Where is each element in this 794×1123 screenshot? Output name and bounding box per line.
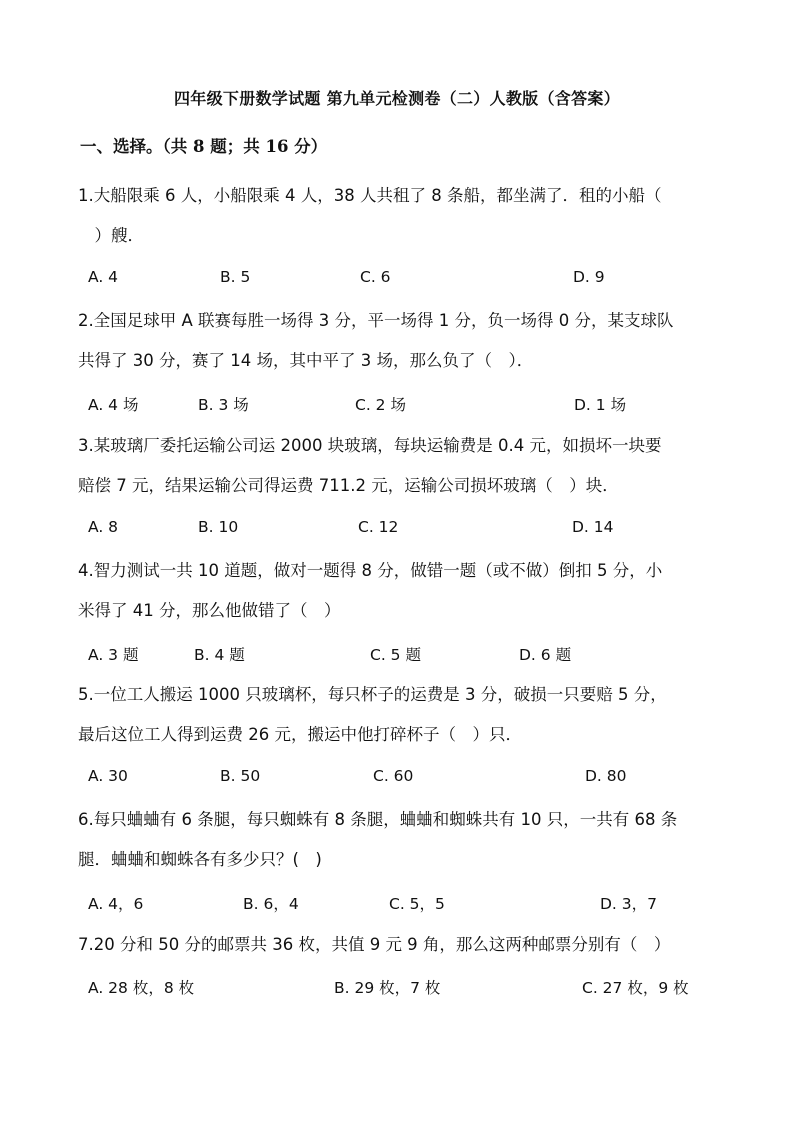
option-d[interactable]: D. 3，7	[600, 895, 658, 913]
section-heading: 一、选择。（共 8 题；共 16 分）	[80, 137, 328, 156]
option-a[interactable]: A. 30	[88, 767, 128, 785]
option-d[interactable]: D. 9	[573, 268, 605, 286]
option-b[interactable]: B. 4 题	[194, 646, 245, 664]
option-a[interactable]: A. 3 题	[88, 646, 139, 664]
options-4	[88, 643, 728, 673]
option-d[interactable]: D. 14	[572, 518, 614, 536]
option-a[interactable]: A. 8	[88, 518, 119, 536]
question-line: 7.20 分和 50 分的邮票共 36 枚，共值 9 元 9 角，那么这两种邮票分别有（ ）	[78, 935, 671, 954]
question-line: 赔偿 7 元，结果运输公司得运费 711.2 元，运输公司损坏玻璃（ ）块．	[78, 476, 619, 495]
options-3	[88, 518, 728, 548]
option-b[interactable]: B. 3 场	[198, 396, 249, 414]
option-b[interactable]: B. 5	[220, 268, 251, 286]
option-b[interactable]: B. 6，4	[243, 895, 299, 913]
question-line: 6.每只蛐蛐有 6 条腿，每只蜘蛛有 8 条腿，蛐蛐和蜘蛛共有 10 只，一共有 68 条	[78, 810, 678, 829]
question-4	[78, 551, 728, 631]
question-2	[78, 301, 728, 381]
question-line: 1.大船限乘 6 人，小船限乘 4 人，38 人共租了 8 条船，都坐满了．租的小船（	[78, 186, 662, 205]
option-b[interactable]: B. 10	[198, 518, 239, 536]
question-line: 米得了 41 分，那么他做错了（ ）	[78, 601, 341, 620]
question-1	[78, 176, 728, 256]
question-line: 5.一位工人搬运 1000 只玻璃杯，每只杯子的运费是 3 分，破损一只要赔 5 分，	[78, 685, 667, 704]
option-c[interactable]: C. 5 题	[370, 646, 421, 664]
question-line: 共得了 30 分，赛了 14 场，其中平了 3 场，那么负了（ ）．	[78, 351, 534, 370]
options-6	[88, 892, 728, 922]
question-line: 腿．蛐蛐和蜘蛛各有多少只？( )	[78, 850, 322, 869]
question-3	[78, 426, 728, 506]
option-b[interactable]: B. 50	[220, 767, 261, 785]
question-line: ）艘．	[78, 226, 144, 245]
option-a[interactable]: A. 4，6	[88, 895, 144, 913]
option-c[interactable]: C. 12	[358, 518, 399, 536]
option-d[interactable]: D. 6 题	[519, 646, 572, 664]
options-2	[88, 393, 728, 423]
question-6	[78, 800, 728, 880]
page-title: 四年级下册数学试题 第九单元检测卷（二）人教版（含答案）	[174, 89, 620, 108]
option-a[interactable]: A. 4 场	[88, 396, 139, 414]
options-1	[88, 268, 728, 298]
options-5	[88, 767, 728, 797]
option-d[interactable]: D. 80	[585, 767, 627, 785]
option-c[interactable]: C. 5，5	[389, 895, 445, 913]
question-line: 最后这位工人得到运费 26 元，搬运中他打碎杯子（ ）只．	[78, 725, 522, 744]
option-c[interactable]: C. 6	[360, 268, 391, 286]
question-7	[78, 925, 728, 965]
option-d[interactable]: D. 1 场	[574, 396, 627, 414]
question-line: 4.智力测试一共 10 道题，做对一题得 8 分，做错一题（或不做）倒扣 5 分，小	[78, 561, 663, 580]
options-7	[88, 976, 728, 1006]
option-b[interactable]: B. 29 枚，7 枚	[334, 979, 441, 997]
question-5	[78, 675, 728, 755]
option-c[interactable]: C. 2 场	[355, 396, 406, 414]
question-line: 3.某玻璃厂委托运输公司运 2000 块玻璃，每块运输费是 0.4 元，如损坏一块要	[78, 436, 662, 455]
question-line: 2.全国足球甲 A 联赛每胜一场得 3 分，平一场得 1 分，负一场得 0 分，某支球队	[78, 311, 674, 330]
option-c[interactable]: C. 27 枚，9 枚	[582, 979, 689, 997]
option-c[interactable]: C. 60	[373, 767, 414, 785]
option-a[interactable]: A. 4	[88, 268, 119, 286]
option-a[interactable]: A. 28 枚，8 枚	[88, 979, 195, 997]
